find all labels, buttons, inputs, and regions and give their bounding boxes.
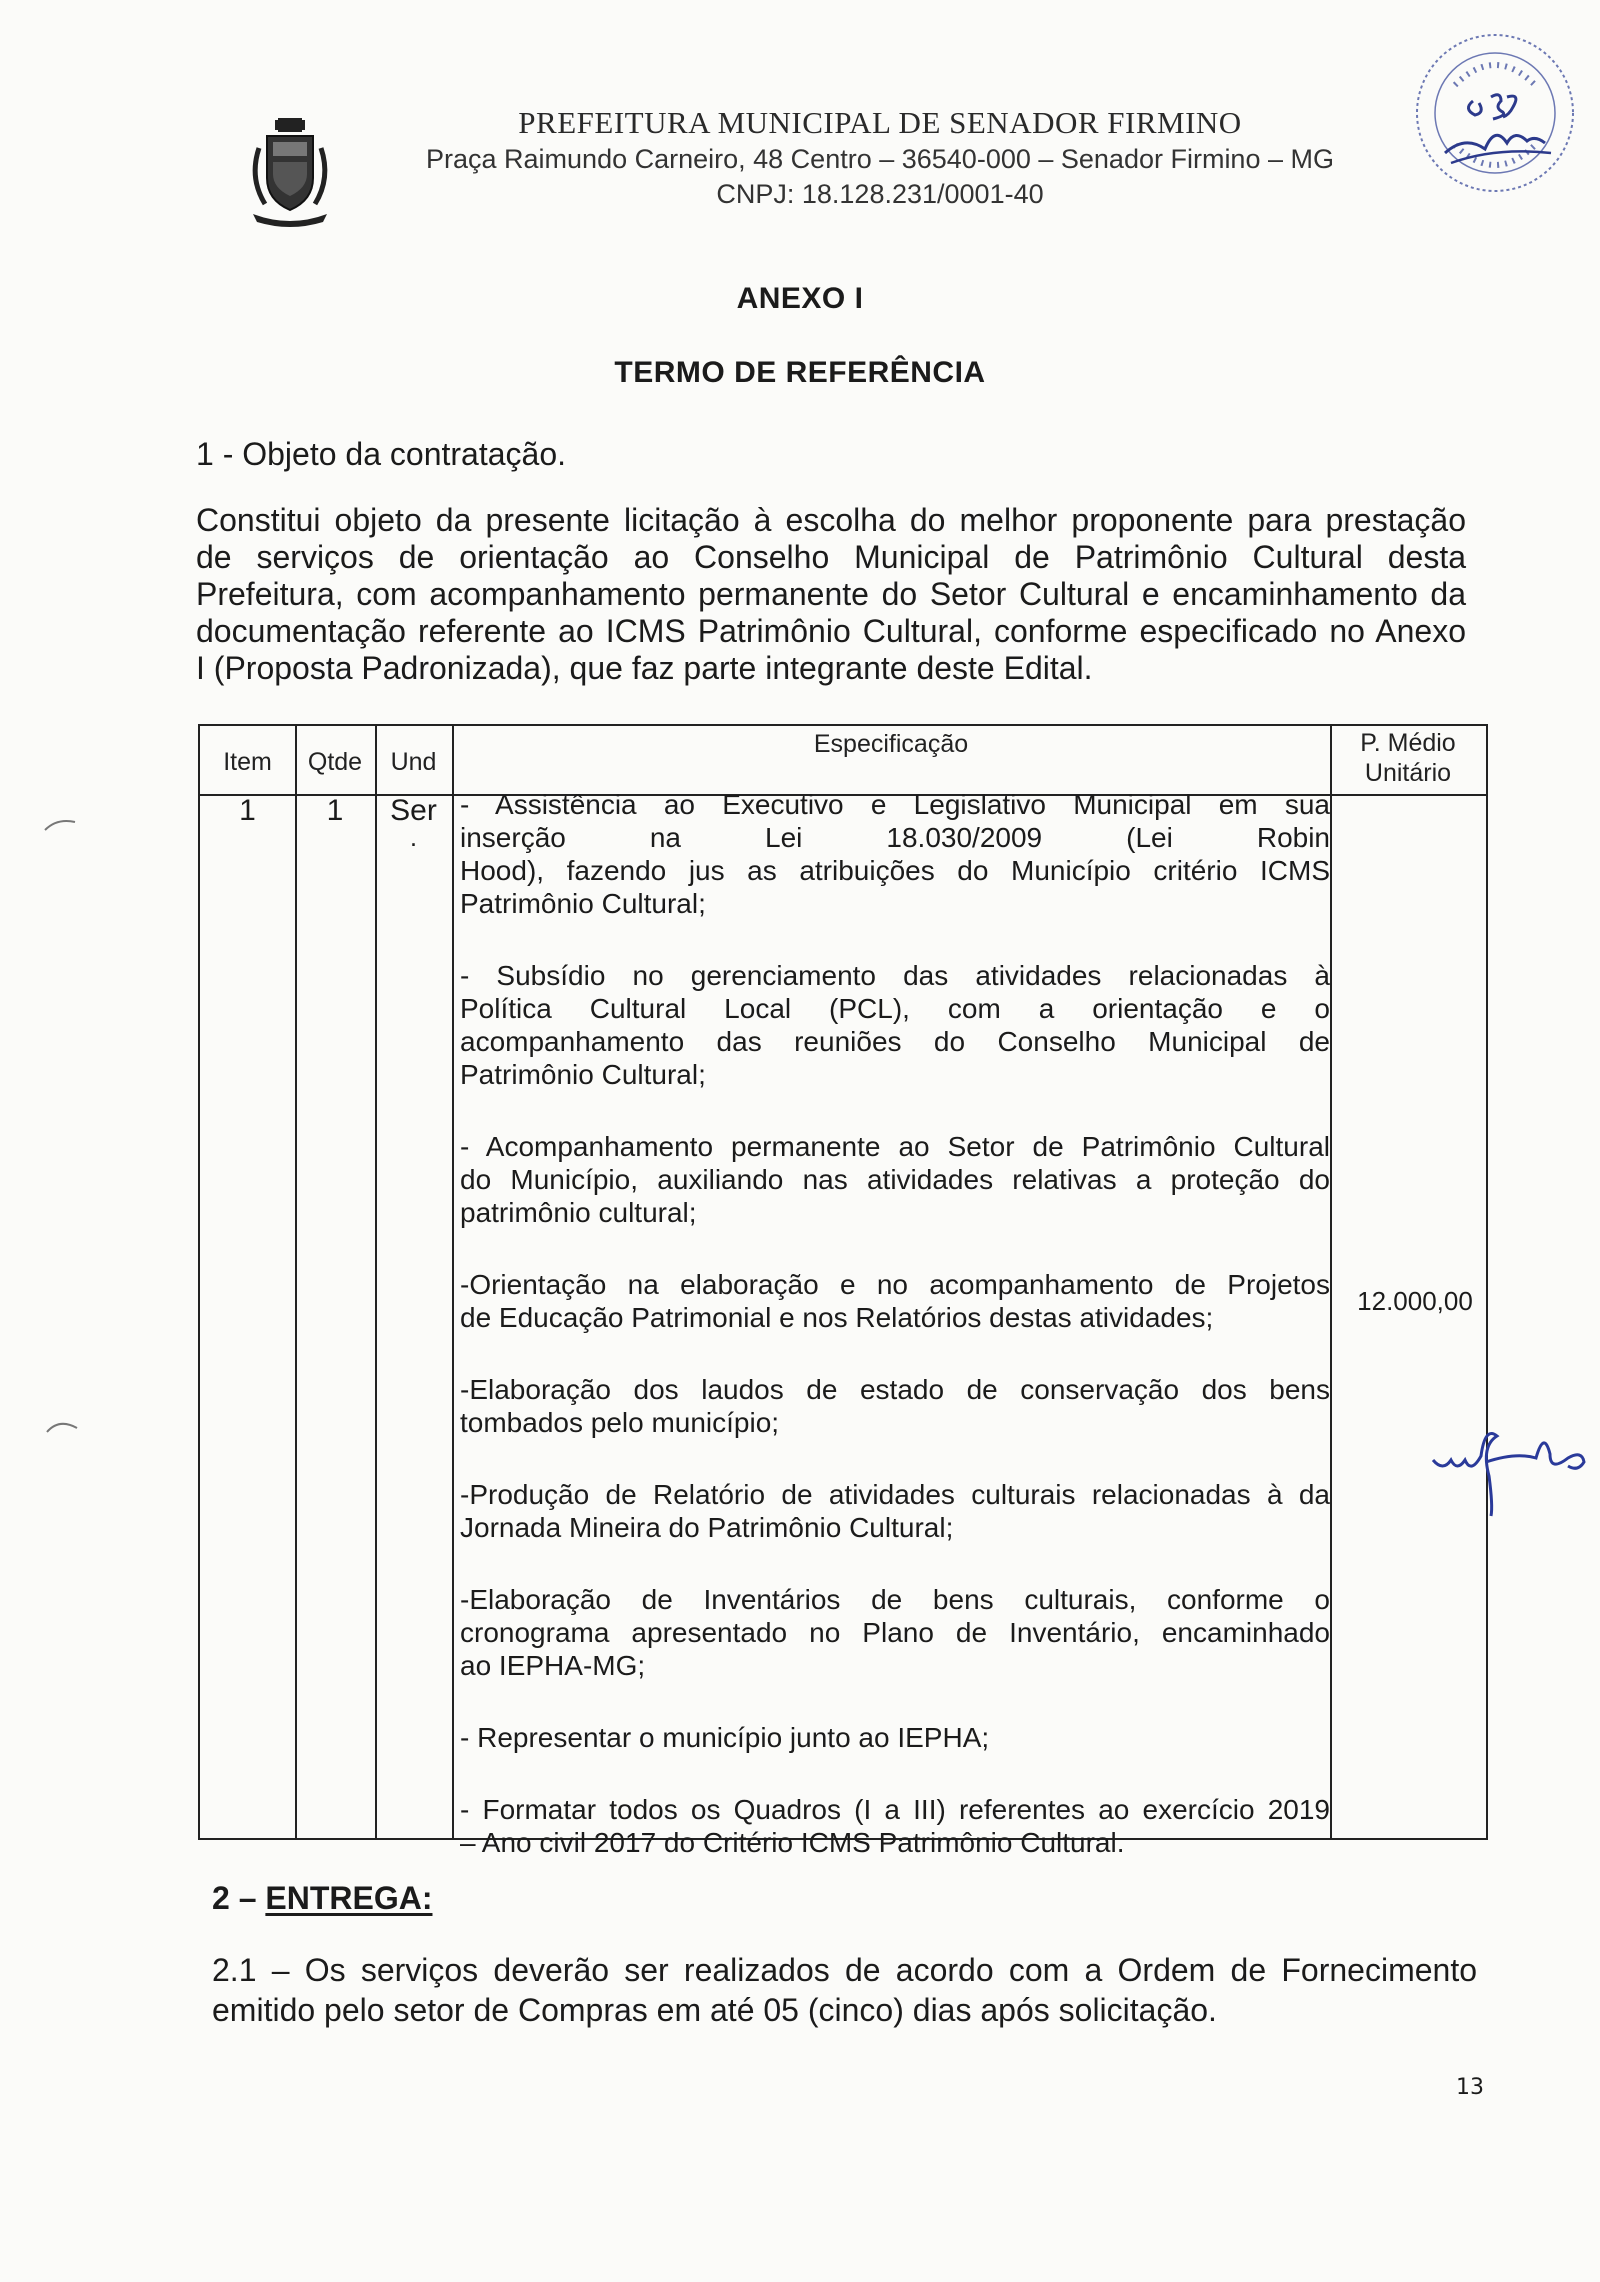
section-2-number: 2 – <box>212 1880 257 1916</box>
specification-table <box>198 724 1488 1858</box>
cell-unit-price: 12.000,00 <box>1357 1286 1473 1316</box>
spec-block <box>460 1583 1330 1682</box>
page-number: 13 <box>1456 2075 1484 2100</box>
spec-line: patrimônio cultural; <box>460 1197 697 1228</box>
org-address: Praça Raimundo Carneiro, 48 Centro – 36540-000 – Senador Firmino – MG <box>426 144 1334 175</box>
spec-line: do Município, auxiliando nas atividades relativas a proteção do <box>460 1164 1330 1195</box>
spec-line: -Produção de Relatório de atividades culturais relacionadas à da <box>460 1479 1330 1510</box>
cell-qtde: 1 <box>326 794 344 827</box>
spec-line: inserção na Lei 18.030/2009 (Lei Robin <box>460 822 1330 853</box>
spec-line: Hood), fazendo jus as atribuições do Município critério ICMS <box>460 855 1330 886</box>
spec-block <box>460 1793 1330 1859</box>
paragraph-line: de serviços de orientação ao Conselho Municipal de Patrimônio Cultural desta <box>196 539 1466 575</box>
section-1-title: 1 - Objeto da contratação. <box>196 436 566 472</box>
paragraph-line: emitido pelo setor de Compras em até 05 (cinco) dias após solicitação. <box>212 1992 1217 2028</box>
commission-stamp <box>1395 25 1595 200</box>
annex-title: ANEXO I <box>736 282 864 315</box>
paragraph-line: I (Proposta Padronizada), que faz parte integrante deste Edital. <box>196 650 1093 686</box>
org-name: PREFEITURA MUNICIPAL DE SENADOR FIRMINO <box>518 105 1242 140</box>
header-und: Und <box>390 748 437 776</box>
header-unit-price-line2: Unitário <box>1364 759 1452 787</box>
spec-line: - Subsídio no gerenciamento das atividades relacionadas à <box>460 960 1330 991</box>
paragraph-line: documentação referente ao ICMS Patrimônio Cultural, conforme especificado no Anexo <box>196 613 1466 649</box>
spec-block <box>460 788 1330 920</box>
spec-block <box>460 1373 1330 1439</box>
spec-line: Política Cultural Local (PCL), com a orientação e o <box>460 993 1330 1024</box>
spec-block <box>460 1721 1330 1754</box>
spec-line: Jornada Mineira do Patrimônio Cultural; <box>460 1512 954 1543</box>
margin-mark <box>40 810 100 840</box>
spec-block <box>460 1130 1330 1229</box>
letterhead <box>420 104 1340 210</box>
section-2-heading: ENTREGA: <box>265 1880 433 1916</box>
column-divider <box>452 726 454 1838</box>
spec-line: -Elaboração de Inventários de bens culturais, conforme o <box>460 1584 1330 1615</box>
cell-und: Ser <box>390 794 437 827</box>
margin-mark <box>42 1412 102 1442</box>
spec-block <box>460 1268 1330 1334</box>
column-divider <box>375 726 377 1838</box>
spec-line: Patrimônio Cultural; <box>460 1059 706 1090</box>
spec-line: ao IEPHA-MG; <box>460 1650 646 1681</box>
spec-block <box>460 959 1330 1091</box>
header-qtde: Qtde <box>307 748 363 776</box>
spec-line: tombados pelo município; <box>460 1407 780 1438</box>
header-specification: Especificação <box>813 730 969 758</box>
column-divider <box>295 726 297 1838</box>
document-title: TERMO DE REFERÊNCIA <box>614 356 986 389</box>
section-2-paragraph <box>212 1950 1477 2030</box>
header-unit-price-line1: P. Médio <box>1360 729 1456 757</box>
spec-line: -Orientação na elaboração e no acompanhamento de Projetos <box>460 1269 1330 1300</box>
cell-item: 1 <box>239 794 256 827</box>
section-2-title <box>212 1880 432 1917</box>
spec-line: -Elaboração dos laudos de estado de conservação dos bens <box>460 1374 1330 1405</box>
spec-line: – Ano civil 2017 do Critério ICMS Patrimônio Cultural. <box>460 1827 1125 1858</box>
spec-line: Patrimônio Cultural; <box>460 888 706 919</box>
column-divider <box>1330 726 1332 1838</box>
header-unit-price <box>1330 728 1486 788</box>
handwritten-initials <box>1428 1410 1598 1520</box>
header-item: Item <box>223 748 272 776</box>
spec-line: - Formatar todos os Quadros (I a III) referentes ao exercício 2019 <box>460 1794 1330 1825</box>
spec-line: - Assistência ao Executivo e Legislativo Municipal em sua <box>460 789 1330 820</box>
section-1-paragraph <box>196 502 1466 687</box>
cell-und-dot: . <box>409 822 418 852</box>
paragraph-line: 2.1 – Os serviços deverão ser realizados de acordo com a Ordem de Fornecimento <box>212 1952 1477 1988</box>
spec-block <box>460 1478 1330 1544</box>
spec-line: de Educação Patrimonial e nos Relatórios destas atividades; <box>460 1302 1214 1333</box>
org-cnpj: CNPJ: 18.128.231/0001-40 <box>716 178 1044 209</box>
paragraph-line: Prefeitura, com acompanhamento permanente do Setor Cultural e encaminhamento da <box>196 576 1466 612</box>
coat-of-arms-logo <box>245 118 335 228</box>
cell-specification <box>460 788 1330 1859</box>
spec-line: - Acompanhamento permanente ao Setor de Patrimônio Cultural <box>460 1131 1330 1162</box>
spec-line: acompanhamento das reuniões do Conselho Municipal de <box>460 1026 1330 1057</box>
spec-line: - Representar o município junto ao IEPHA; <box>460 1722 990 1753</box>
paragraph-line: Constitui objeto da presente licitação à escolha do melhor proponente para prestação <box>196 502 1466 538</box>
spec-line: cronograma apresentado no Plano de Inventário, encaminhado <box>460 1617 1330 1648</box>
